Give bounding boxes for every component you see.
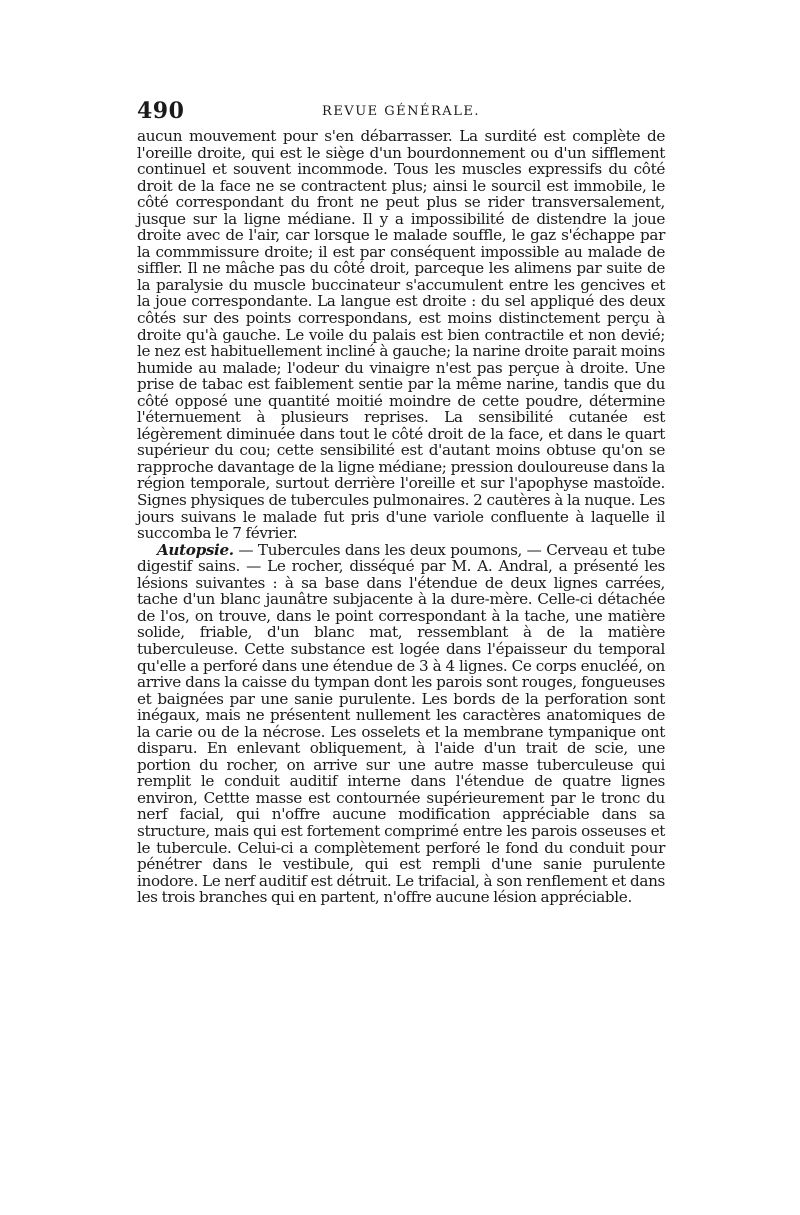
page-number: 490 bbox=[137, 98, 185, 124]
running-head bbox=[137, 100, 665, 126]
body-paragraph-2 bbox=[137, 542, 665, 906]
running-title: REVUE GÉNÉRALE. bbox=[322, 104, 480, 119]
body-paragraph-2-text: — Tubercules dans les deux poumons, — Cerveau et tube digestif sains. — Le rocher, disséqué par M. A. Andral, a présenté les lésions suivantes : à sa base dans l'étendue de deux lignes carrées, tache d'un blanc jaunâtre subjacente à la dure-mère. Celle-ci détachée de l'os, on trouve, dans le point correspondant à la tache, une matière solide, friable, d'un blanc mat, ressemblant à de la matière tuberculeuse. Cette substance est logée dans l'épaisseur du temporal qu'elle a perforé dans une étendue de 3 à 4 lignes. Ce corps enucléé, on arrive dans la caisse du tympan dont les parois sont rouges, fongueuses et baignées par une sanie purulente. Les bords de la perforation sont inégaux, mais ne présentent nullement les caractères anatomiques de la carie ou de la nécrose. Les osselets et la membrane tympanique ont disparu. En enlevant obliquement, à l'aide d'un trait de scie, une portion du rocher, on arrive sur une autre masse tuberculeuse qui remplit le conduit auditif interne dans l'étendue de quatre lignes environ, Cettte masse est contournée supérieurement par le tronc du nerf facial, qui n'offre aucune modification appréciable dans sa structure, mais qui est fortement comprimé entre les parois osseuses et le tubercule. Celui-ci a complètement perforé le fond du conduit pour pénétrer dans le vestibule, qui est rempli d'une sanie purulente inodore. Le nerf auditif est détruit. Le trifacial, à son renflement et dans les trois branches qui en partent, n'offre aucune lésion appréciable. bbox=[137, 540, 665, 907]
body-paragraph-1: aucun mouvement pour s'en débarrasser. La surdité est complète de l'oreille droite, qui est le siège d'un bourdonnement ou d'un sifflement continuel et souvent incommode. Tous les muscles expressifs du côté droit de la face ne se contractent plus; ainsi le sourcil est immobile, le côté correspondant du front ne peut plus se rider transversalement, jusque sur la ligne médiane. Il y a impossibilité de distendre la joue droite avec de l'air, car lorsque le malade souffle, le gaz s'échappe par la commmissure droite; il est par conséquent impossible au malade de siffler. Il ne mâche pas du côté droit, parceque les alimens par suite de la paralysie du muscle buccinateur s'accumulent entre les gencives et la joue correspondante. La langue est droite : du sel appliqué des deux côtés sur des points correspondans, est moins distinctement perçu à droite qu'à gauche. Le voile du palais est bien contractile et non devié; le nez est habituellement incliné à gauche; la narine droite parait moins humide au malade; l'odeur du vinaigre n'est pas perçue à droite. Une prise de tabac est faiblement sentie par la même narine, tandis que du côté opposé une quantité moitié moindre de cette poudre, détermine l'éternuement à plusieurs reprises. La sensibilité cutanée est légèrement diminuée dans tout le côté droit de la face, et dans le quart supérieur du cou; cette sensibilité est d'autant moins obtuse qu'on se rapproche davantage de la ligne médiane; pression douloureuse dans la région temporale, surtout derrière l'oreille et sur l'apophyse mastoïde. Signes physiques de tubercules pulmonaires. 2 cautères à la nuque. Les jours suivans le malade fut pris d'une variole confluente à laquelle il succomba le 7 février. bbox=[137, 127, 665, 543]
section-heading-autopsie: Autopsie. bbox=[157, 540, 234, 559]
book-page bbox=[137, 100, 665, 906]
